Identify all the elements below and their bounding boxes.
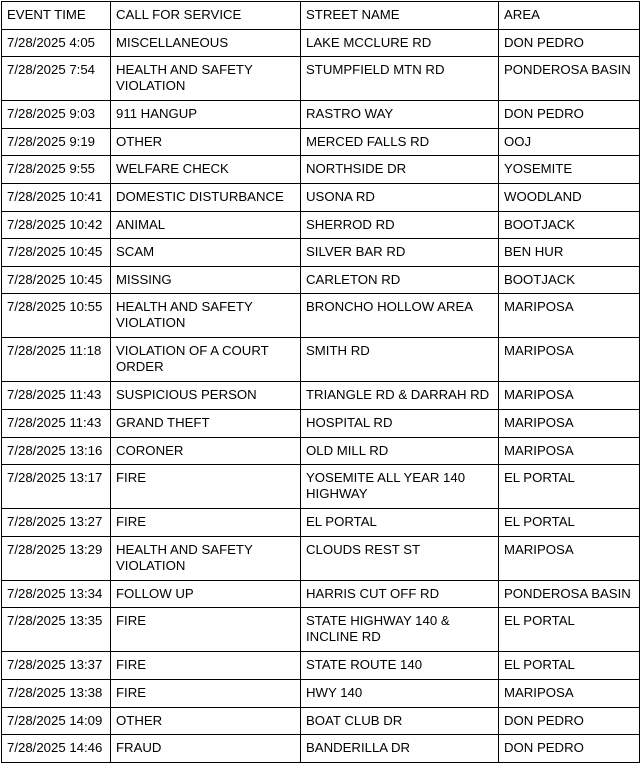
event-time-cell: 7/28/2025 9:19 bbox=[2, 128, 111, 156]
call-for-service-cell: CORONER bbox=[111, 437, 301, 465]
area-cell: YOSEMITE bbox=[499, 156, 640, 184]
area-cell: DON PEDRO bbox=[499, 735, 640, 763]
call-for-service-cell: FRAUD bbox=[111, 735, 301, 763]
area-cell: WOODLAND bbox=[499, 183, 640, 211]
street-name-cell: BANDERILLA DR bbox=[301, 735, 499, 763]
street-name-cell: BRONCHO HOLLOW AREA bbox=[301, 294, 499, 338]
header-call-for-service: CALL FOR SERVICE bbox=[111, 2, 301, 30]
call-for-service-cell: HEALTH AND SAFETY VIOLATION bbox=[111, 57, 301, 101]
table-row bbox=[2, 57, 640, 101]
area-cell: MARIPOSA bbox=[499, 409, 640, 437]
street-name-cell: SILVER BAR RD bbox=[301, 239, 499, 267]
street-name-cell: CLOUDS REST ST bbox=[301, 536, 499, 580]
event-time-cell: 7/28/2025 13:16 bbox=[2, 437, 111, 465]
event-time-cell: 7/28/2025 13:37 bbox=[2, 652, 111, 680]
area-cell: MARIPOSA bbox=[499, 294, 640, 338]
event-time-cell: 7/28/2025 10:55 bbox=[2, 294, 111, 338]
street-name-cell: USONA RD bbox=[301, 183, 499, 211]
event-time-cell: 7/28/2025 14:46 bbox=[2, 735, 111, 763]
event-time-cell: 7/28/2025 9:03 bbox=[2, 101, 111, 129]
event-time-cell: 7/28/2025 13:35 bbox=[2, 608, 111, 652]
table-row bbox=[2, 735, 640, 763]
street-name-cell: SMITH RD bbox=[301, 338, 499, 382]
street-name-cell: STATE HIGHWAY 140 & INCLINE RD bbox=[301, 608, 499, 652]
area-cell: PONDEROSA BASIN bbox=[499, 57, 640, 101]
area-cell: DON PEDRO bbox=[499, 29, 640, 57]
header-event-time: EVENT TIME bbox=[2, 2, 111, 30]
table-row bbox=[2, 338, 640, 382]
table-row bbox=[2, 437, 640, 465]
call-for-service-cell: HEALTH AND SAFETY VIOLATION bbox=[111, 536, 301, 580]
call-for-service-cell: WELFARE CHECK bbox=[111, 156, 301, 184]
header-street-name: STREET NAME bbox=[301, 2, 499, 30]
area-cell: BOOTJACK bbox=[499, 266, 640, 294]
event-time-cell: 7/28/2025 9:55 bbox=[2, 156, 111, 184]
call-for-service-cell: FIRE bbox=[111, 608, 301, 652]
table-row bbox=[2, 509, 640, 537]
call-for-service-cell: OTHER bbox=[111, 128, 301, 156]
street-name-cell: HARRIS CUT OFF RD bbox=[301, 580, 499, 608]
area-cell: EL PORTAL bbox=[499, 465, 640, 509]
street-name-cell: STUMPFIELD MTN RD bbox=[301, 57, 499, 101]
call-for-service-cell: FIRE bbox=[111, 652, 301, 680]
table-body bbox=[2, 29, 640, 762]
street-name-cell: MERCED FALLS RD bbox=[301, 128, 499, 156]
event-time-cell: 7/28/2025 11:43 bbox=[2, 409, 111, 437]
table-row bbox=[2, 101, 640, 129]
table-row bbox=[2, 465, 640, 509]
event-time-cell: 7/28/2025 13:27 bbox=[2, 509, 111, 537]
event-time-cell: 7/28/2025 10:41 bbox=[2, 183, 111, 211]
table-row bbox=[2, 294, 640, 338]
table-row bbox=[2, 580, 640, 608]
call-for-service-cell: FIRE bbox=[111, 465, 301, 509]
table-row bbox=[2, 679, 640, 707]
call-for-service-cell: FIRE bbox=[111, 509, 301, 537]
event-time-cell: 7/28/2025 13:29 bbox=[2, 536, 111, 580]
call-for-service-cell: FIRE bbox=[111, 679, 301, 707]
event-time-cell: 7/28/2025 10:45 bbox=[2, 239, 111, 267]
event-time-cell: 7/28/2025 7:54 bbox=[2, 57, 111, 101]
area-cell: BOOTJACK bbox=[499, 211, 640, 239]
event-time-cell: 7/28/2025 11:18 bbox=[2, 338, 111, 382]
table-row bbox=[2, 239, 640, 267]
event-time-cell: 7/28/2025 11:43 bbox=[2, 382, 111, 410]
table-row bbox=[2, 536, 640, 580]
street-name-cell: HWY 140 bbox=[301, 679, 499, 707]
street-name-cell: SHERROD RD bbox=[301, 211, 499, 239]
area-cell: MARIPOSA bbox=[499, 679, 640, 707]
street-name-cell: RASTRO WAY bbox=[301, 101, 499, 129]
street-name-cell: CARLETON RD bbox=[301, 266, 499, 294]
street-name-cell: EL PORTAL bbox=[301, 509, 499, 537]
event-time-cell: 7/28/2025 13:17 bbox=[2, 465, 111, 509]
call-for-service-cell: VIOLATION OF A COURT ORDER bbox=[111, 338, 301, 382]
area-cell: MARIPOSA bbox=[499, 437, 640, 465]
table-row bbox=[2, 266, 640, 294]
event-time-cell: 7/28/2025 14:09 bbox=[2, 707, 111, 735]
table-row bbox=[2, 652, 640, 680]
call-for-service-cell: MISCELLANEOUS bbox=[111, 29, 301, 57]
call-for-service-cell: SCAM bbox=[111, 239, 301, 267]
call-for-service-cell: GRAND THEFT bbox=[111, 409, 301, 437]
calls-for-service-table bbox=[1, 1, 640, 763]
header-row bbox=[2, 2, 640, 30]
header-area: AREA bbox=[499, 2, 640, 30]
street-name-cell: STATE ROUTE 140 bbox=[301, 652, 499, 680]
area-cell: MARIPOSA bbox=[499, 382, 640, 410]
table-row bbox=[2, 29, 640, 57]
table-header bbox=[2, 2, 640, 30]
street-name-cell: OLD MILL RD bbox=[301, 437, 499, 465]
call-for-service-cell: SUSPICIOUS PERSON bbox=[111, 382, 301, 410]
area-cell: OOJ bbox=[499, 128, 640, 156]
event-time-cell: 7/28/2025 4:05 bbox=[2, 29, 111, 57]
call-for-service-cell: OTHER bbox=[111, 707, 301, 735]
call-for-service-cell: FOLLOW UP bbox=[111, 580, 301, 608]
call-for-service-cell: ANIMAL bbox=[111, 211, 301, 239]
street-name-cell: LAKE MCCLURE RD bbox=[301, 29, 499, 57]
table-row bbox=[2, 183, 640, 211]
event-time-cell: 7/28/2025 13:34 bbox=[2, 580, 111, 608]
event-time-cell: 7/28/2025 13:38 bbox=[2, 679, 111, 707]
area-cell: MARIPOSA bbox=[499, 338, 640, 382]
call-for-service-cell: DOMESTIC DISTURBANCE bbox=[111, 183, 301, 211]
area-cell: PONDEROSA BASIN bbox=[499, 580, 640, 608]
table-row bbox=[2, 156, 640, 184]
call-for-service-cell: HEALTH AND SAFETY VIOLATION bbox=[111, 294, 301, 338]
street-name-cell: TRIANGLE RD & DARRAH RD bbox=[301, 382, 499, 410]
table-row bbox=[2, 707, 640, 735]
area-cell: DON PEDRO bbox=[499, 101, 640, 129]
table-row bbox=[2, 211, 640, 239]
call-for-service-cell: 911 HANGUP bbox=[111, 101, 301, 129]
area-cell: EL PORTAL bbox=[499, 608, 640, 652]
event-time-cell: 7/28/2025 10:42 bbox=[2, 211, 111, 239]
area-cell: BEN HUR bbox=[499, 239, 640, 267]
table-row bbox=[2, 128, 640, 156]
street-name-cell: BOAT CLUB DR bbox=[301, 707, 499, 735]
table-row bbox=[2, 382, 640, 410]
street-name-cell: YOSEMITE ALL YEAR 140 HIGHWAY bbox=[301, 465, 499, 509]
call-for-service-cell: MISSING bbox=[111, 266, 301, 294]
event-time-cell: 7/28/2025 10:45 bbox=[2, 266, 111, 294]
area-cell: DON PEDRO bbox=[499, 707, 640, 735]
table-row bbox=[2, 608, 640, 652]
area-cell: EL PORTAL bbox=[499, 509, 640, 537]
area-cell: EL PORTAL bbox=[499, 652, 640, 680]
street-name-cell: NORTHSIDE DR bbox=[301, 156, 499, 184]
area-cell: MARIPOSA bbox=[499, 536, 640, 580]
table-row bbox=[2, 409, 640, 437]
street-name-cell: HOSPITAL RD bbox=[301, 409, 499, 437]
